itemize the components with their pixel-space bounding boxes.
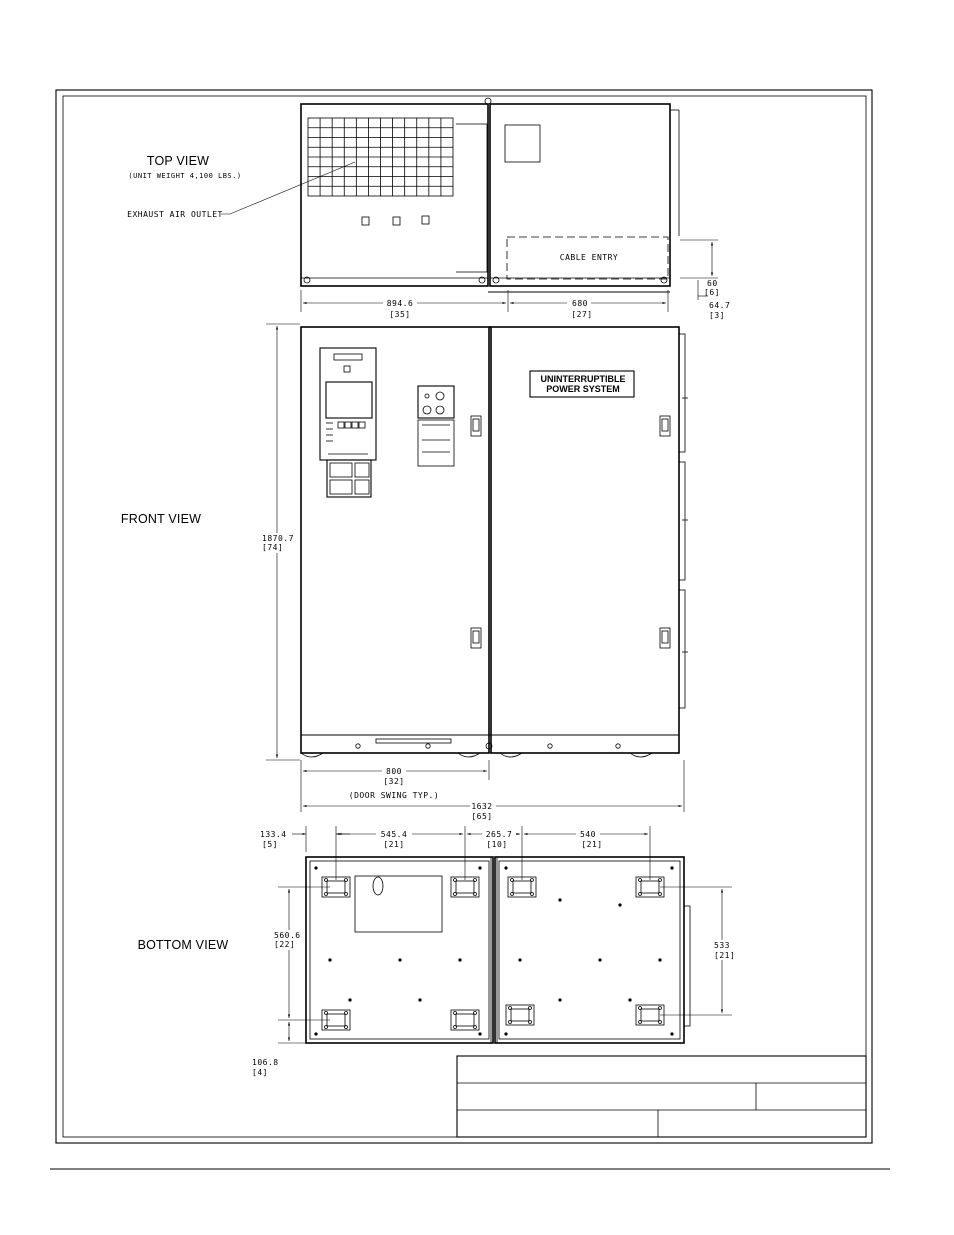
- dim-door-in: [32]: [383, 777, 405, 786]
- exhaust-air-outlet-label: EXHAUST AIR OUTLET: [127, 210, 223, 219]
- knockout-3: [422, 216, 429, 224]
- bottom-view-title: BOTTOM VIEW: [137, 938, 229, 952]
- bottom-bolt-holes: [314, 866, 673, 1035]
- dim-680-in: [27]: [571, 310, 593, 319]
- dim-133-in: [5]: [262, 840, 278, 849]
- top-view-weight-note: (UNIT WEIGHT 4,100 LBS.): [128, 172, 242, 180]
- breaker-panel: [418, 386, 454, 466]
- dim-height-in: [74]: [262, 543, 284, 552]
- exhaust-grille: [308, 118, 453, 196]
- bottom-left-cabinet: [306, 857, 493, 1043]
- nameplate-line-1: UNINTERRUPTIBLE: [540, 374, 626, 384]
- control-panel: [320, 348, 376, 497]
- dim-540-in: [21]: [581, 840, 603, 849]
- top-left-cabinet: [301, 104, 488, 286]
- dim-64-mm: 64.7: [709, 301, 731, 310]
- dim-545-mm: 545.4: [380, 830, 408, 839]
- top-view-title: TOP VIEW: [146, 154, 210, 168]
- dim-overall-in: [65]: [471, 812, 493, 821]
- front-view: [121, 324, 688, 821]
- dim-560-mm: 560.6: [274, 931, 301, 940]
- dim-60-in: [6]: [704, 288, 720, 297]
- dim-540-mm: 540: [580, 830, 596, 839]
- drawing-frame-inner: [63, 96, 866, 1137]
- dim-106-in: [4]: [252, 1068, 268, 1077]
- dim-680-mm: 680: [572, 299, 588, 308]
- top-access-plate: [505, 125, 540, 162]
- dim-265-in: [10]: [486, 840, 508, 849]
- dim-overall-mm: 1632: [471, 802, 493, 811]
- door-latches: [471, 416, 670, 648]
- front-left-door: [301, 327, 489, 753]
- title-block: [457, 1056, 866, 1137]
- dim-560-in: [22]: [274, 940, 296, 949]
- exhaust-leader: [221, 162, 355, 214]
- dim-894-in: [35]: [389, 310, 411, 319]
- bottom-cable-cutout: [355, 876, 442, 932]
- dim-60-mm: 60: [707, 279, 718, 288]
- knockout-2: [393, 217, 400, 225]
- dim-height-mm: 1870.7: [262, 534, 294, 543]
- dim-533-in: [21]: [714, 951, 736, 960]
- drawing-frame-outer: [56, 90, 872, 1143]
- knockout-1: [362, 217, 369, 225]
- bottom-right-cabinet: [495, 857, 684, 1043]
- nameplate-line-2: POWER SYSTEM: [546, 384, 620, 394]
- dim-door-mm: 800: [386, 767, 402, 776]
- dim-64-in: [3]: [709, 311, 725, 320]
- bottom-view: [138, 826, 736, 1077]
- door-swing-label: (DOOR SWING TYP.): [348, 791, 440, 800]
- dim-133-mm: 133.4: [260, 830, 287, 839]
- cable-entry-label: CABLE ENTRY: [559, 253, 619, 262]
- dim-533-mm: 533: [714, 941, 730, 950]
- top-view: [127, 98, 730, 320]
- dim-265-mm: 265.7: [485, 830, 513, 839]
- front-view-title: FRONT VIEW: [120, 512, 202, 526]
- top-inner-panel: [456, 124, 487, 272]
- dim-894-mm: 894.6: [386, 299, 414, 308]
- dim-106-mm: 106.8: [252, 1058, 279, 1067]
- dim-545-in: [21]: [383, 840, 405, 849]
